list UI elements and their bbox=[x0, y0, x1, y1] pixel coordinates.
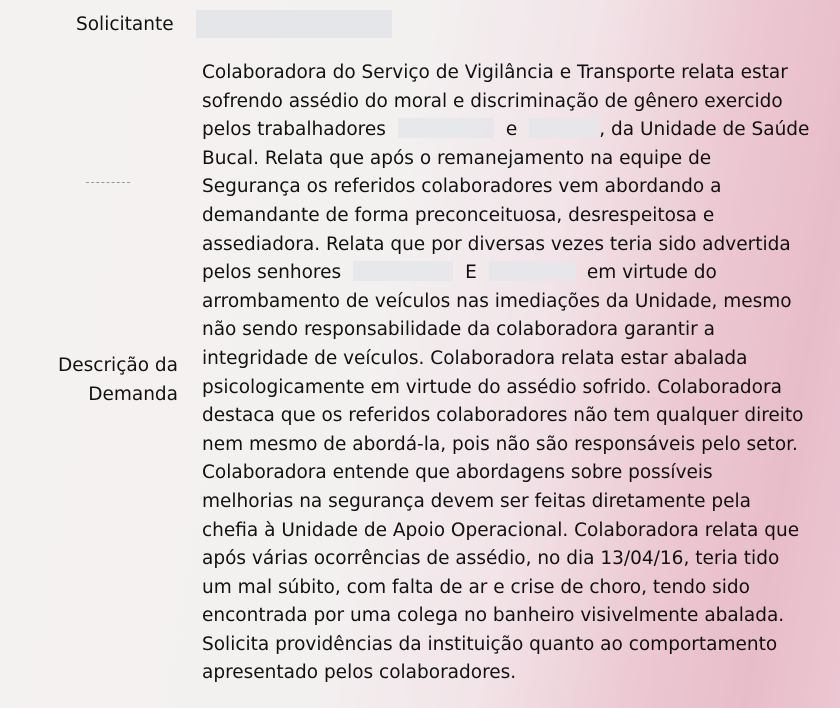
desc-line: psicologicamente em virtude do assédio sofrido. Colaboradora bbox=[202, 376, 782, 398]
desc-line: encontrada por uma colega no banheiro visivelmente abalada. bbox=[202, 605, 785, 627]
desc-line: chefia à Unidade de Apoio Operacional. Colaboradora relata que bbox=[202, 519, 800, 541]
desc-line: apresentado pelos colaboradores. bbox=[202, 662, 517, 684]
desc-line: não sendo responsabilidade da colaboradora garantir a bbox=[202, 319, 715, 341]
desc-line: nem mesmo de abordá-la, pois não são responsáveis pelo setor. bbox=[202, 433, 798, 455]
solicitante-label: Solicitante bbox=[76, 14, 174, 35]
desc-line: sofrendo assédio do moral e discriminação de gênero exercido bbox=[202, 90, 783, 112]
desc-line bbox=[202, 259, 832, 288]
redacted-name bbox=[529, 118, 599, 138]
desc-text-fragment: em virtude do bbox=[586, 262, 717, 284]
redacted-name bbox=[489, 261, 575, 281]
desc-text-fragment: pelos trabalhadores bbox=[202, 119, 386, 141]
desc-line: após várias ocorrências de assédio, no dia 13/04/16, teria tido bbox=[202, 548, 780, 570]
desc-line: arrombamento de veículos nas imediações da Unidade, mesmo bbox=[202, 290, 792, 312]
desc-line: Segurança os referidos colaboradores vem abordando a bbox=[202, 176, 722, 198]
desc-text-fragment: E bbox=[465, 262, 477, 284]
desc-text-fragment: , da Unidade de Saúde bbox=[599, 119, 810, 141]
desc-line: Solicita providências da instituição quanto ao comportamento bbox=[202, 633, 778, 655]
descricao-text bbox=[202, 59, 832, 688]
desc-line bbox=[202, 116, 832, 145]
desc-text-fragment: e bbox=[505, 119, 518, 141]
desc-line: Bucal. Relata que após o remanejamento na equipe de bbox=[202, 147, 712, 169]
redacted-solicitante-name bbox=[196, 10, 392, 38]
desc-line: um mal súbito, com falta de ar e crise de choro, tendo sido bbox=[202, 576, 750, 598]
desc-line: melhorias na segurança devem ser feitas diretamente pela bbox=[202, 490, 751, 512]
stray-mark bbox=[86, 182, 130, 184]
desc-line: Colaboradora entende que abordagens sobre possíveis bbox=[202, 462, 713, 484]
descricao-label bbox=[58, 352, 178, 409]
desc-line: destaca que os referidos colaboradores não tem qualquer direito bbox=[202, 405, 804, 427]
desc-line: demandante de forma preconceituosa, desrespeitosa e bbox=[202, 204, 715, 226]
descricao-label-line2: Demanda bbox=[88, 383, 178, 405]
redacted-name bbox=[353, 261, 453, 281]
desc-text-fragment: pelos senhores bbox=[202, 262, 342, 284]
desc-line: assediadora. Relata que por diversas vezes teria sido advertida bbox=[202, 233, 791, 255]
desc-line: Colaboradora do Serviço de Vigilância e Transporte relata estar bbox=[202, 62, 788, 83]
descricao-label-line1: Descrição da bbox=[58, 355, 178, 376]
redacted-name bbox=[398, 118, 494, 138]
desc-line: integridade de veículos. Colaboradora relata estar abalada bbox=[202, 347, 748, 369]
